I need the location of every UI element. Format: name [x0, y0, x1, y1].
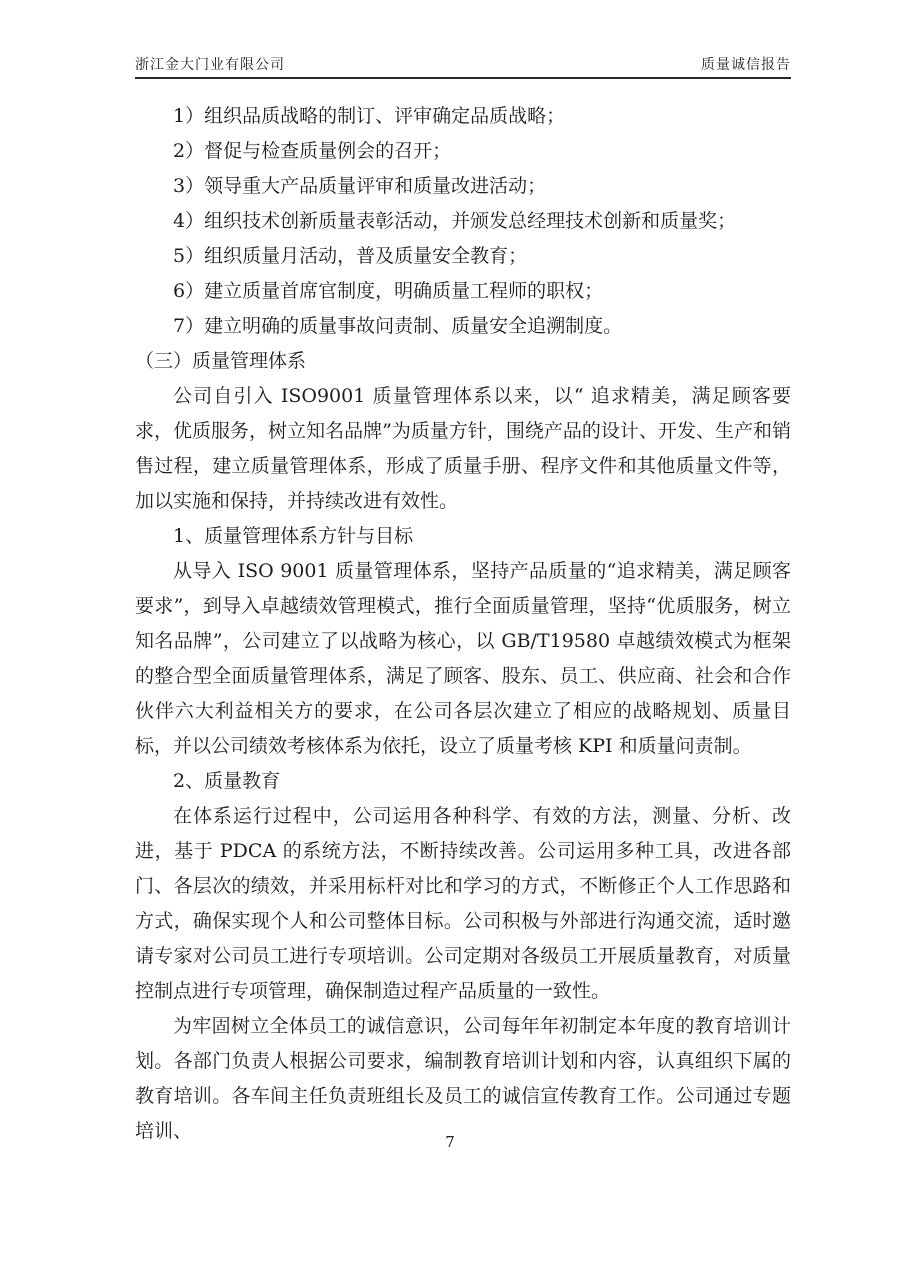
header-company-name: 浙江金大门业有限公司 — [135, 57, 285, 73]
page-header — [135, 54, 791, 79]
header-report-title: 质量诚信报告 — [701, 57, 791, 73]
section-heading: （三）质量管理体系 — [135, 350, 307, 372]
list-item-6: 6）建立质量首席官制度，明确质量工程师的职权； — [173, 280, 604, 302]
list-item-7: 7）建立明确的质量事故问责制、质量安全追溯制度。 — [173, 315, 623, 337]
list-item-4: 4）组织技术创新质量表彰活动，并颁发总经理技术创新和质量奖； — [173, 210, 737, 232]
subsection-2-paragraph-2: 为牢固树立全体员工的诚信意识，公司每年年初制定本年度的教育培训计划。各部门负责人根据公司要求，编制教育培训计划和内容，认真组织下属的教育培训。各车间主任负责班组长及员工的诚信宣传教育工作。公司通过专题培训、 — [135, 1015, 791, 1142]
list-item-1: 1）组织品质战略的制订、评审确定品质战略； — [173, 105, 566, 127]
section-intro-paragraph: 公司自引入 ISO9001 质量管理体系以来，以“ 追求精美，满足顾客要求，优质服务，树立知名品牌”为质量方针，围绕产品的设计、开发、生产和销售过程，建立质量管理体系，形成了质量手册、程序文件和其他质量文件等，加以实施和保持，并持续改进有效性。 — [135, 385, 791, 512]
subsection-1-paragraph: 从导入 ISO 9001 质量管理体系，坚持产品质量的“追求精美，满足顾客要求”，到导入卓越绩效管理模式，推行全面质量管理，坚持“优质服务，树立知名品牌”，公司建立了以战略为核心，以 GB/T19580 卓越绩效模式为框架的整合型全面质量管理体系，满足了顾客、股东、员工、供应商、社会和合作伙伴六大利益相关方的要求，在公司各层次建立了相应的战略规划、质量目标，并以公司绩效考核体系为依托，设立了质量考核 KPI 和质量问责制。 — [135, 560, 791, 757]
list-item-5: 5）组织质量月活动，普及质量安全教育； — [173, 245, 528, 267]
subsection-1-heading: 1、质量管理体系方针与目标 — [173, 525, 414, 547]
subsection-2-heading: 2、质量教育 — [173, 770, 281, 792]
document-body — [135, 99, 791, 1149]
list-item-3: 3）领导重大产品质量评审和质量改进活动； — [173, 175, 547, 197]
list-item-2: 2）督促与检查质量例会的召开； — [173, 140, 452, 162]
page-number: 7 — [445, 1133, 455, 1151]
subsection-2-paragraph-1: 在体系运行过程中，公司运用各种科学、有效的方法，测量、分析、改进，基于 PDCA 的系统方法，不断持续改善。公司运用多种工具，改进各部门、各层次的绩效，并采用标杆对比和学习的方式，不断修正个人工作思路和方式，确保实现个人和公司整体目标。公司积极与外部进行沟通交流，适时邀请专家对公司员工进行专项培训。公司定期对各级员工开展质量教育，对质量控制点进行专项管理，确保制造过程产品质量的一致性。 — [135, 805, 791, 1002]
